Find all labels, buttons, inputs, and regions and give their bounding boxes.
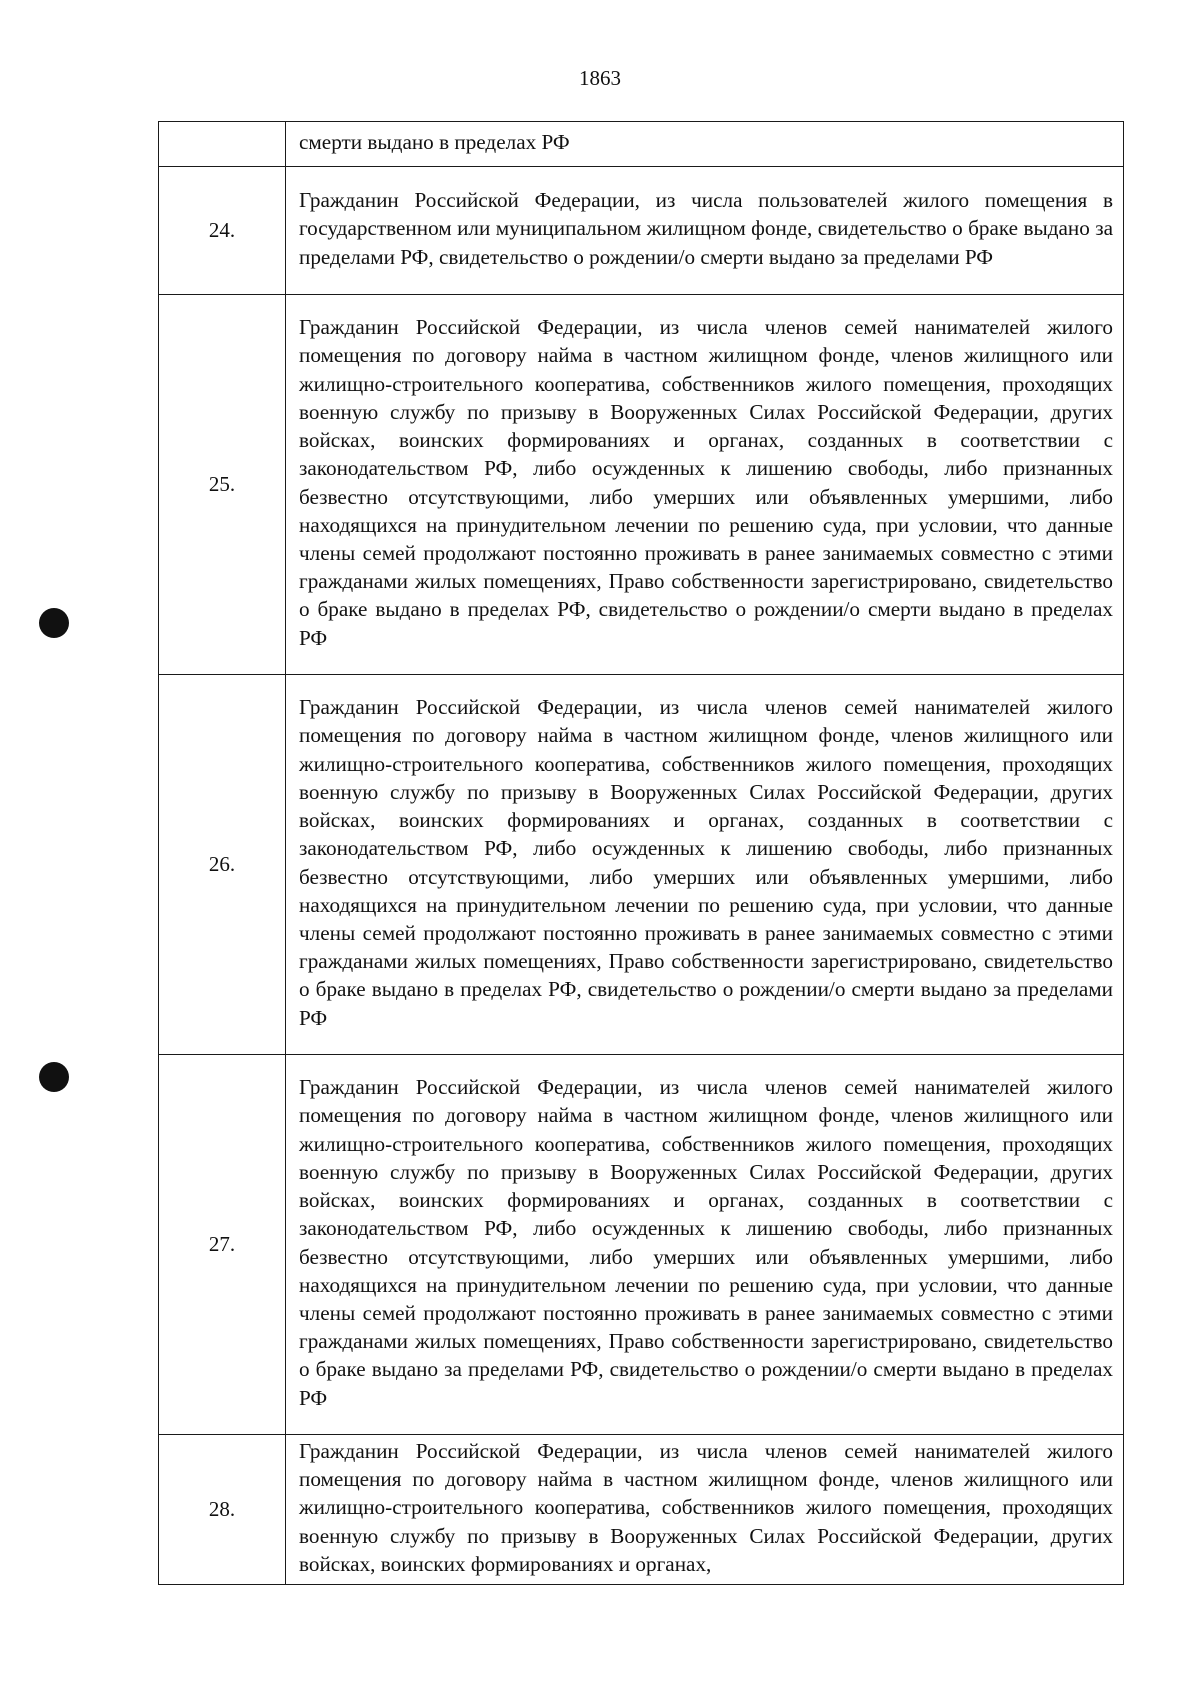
row-number xyxy=(159,122,286,167)
row-number: 24. xyxy=(159,167,286,295)
row-text: смерти выдано в пределах РФ xyxy=(286,122,1124,167)
punch-hole-marker xyxy=(39,608,69,638)
row-text: Гражданин Российской Федерации, из числа пользователей жилого помещения в государственном или муниципальном жилищном фонде, свидетельство о браке выдано за пределами РФ, свидетельство о рождении/о смерти выдано за пределами РФ xyxy=(286,167,1124,295)
row-text: Гражданин Российской Федерации, из числа членов семей нанимателей жилого помещения по договору найма в частном жилищном фонде, членов жилищного или жилищно-строительного кооператива, собственников жилого помещения, проходящих военную службу по призыву в Вооруженных Силах Российской Федерации, других войсках, воинских формированиях и органах, созданных в соответствии с законодательством РФ, либо осужденных к лишению свободы, либо признанных безвестно отсутствующими, либо умерших или объявленных умершими, либо находящихся на принудительном лечении по решению суда, при условии, что данные члены семей продолжают постоянно проживать в ранее занимаемых совместно с этими гражданами жилых помещениях, Право собственности зарегистрировано, свидетельство о браке выдано за пределами РФ, свидетельство о рождении/о смерти выдано в пределах РФ xyxy=(286,1055,1124,1435)
table-row xyxy=(159,295,1124,675)
row-number: 27. xyxy=(159,1055,286,1435)
table-row xyxy=(159,167,1124,295)
table-row xyxy=(159,122,1124,167)
row-number: 28. xyxy=(159,1435,286,1585)
row-text: Гражданин Российской Федерации, из числа членов семей нанимателей жилого помещения по договору найма в частном жилищном фонде, членов жилищного или жилищно-строительного кооператива, собственников жилого помещения, проходящих военную службу по призыву в Вооруженных Силах Российской Федерации, других войсках, воинских формированиях и органах, созданных в соответствии с законодательством РФ, либо осужденных к лишению свободы, либо признанных безвестно отсутствующими, либо умерших или объявленных умершими, либо находящихся на принудительном лечении по решению суда, при условии, что данные члены семей продолжают постоянно проживать в ранее занимаемых совместно с этими гражданами жилых помещениях, Право собственности зарегистрировано, свидетельство о браке выдано в пределах РФ, свидетельство о рождении/о смерти выдано за пределами РФ xyxy=(286,675,1124,1055)
table-row xyxy=(159,1055,1124,1435)
row-text: Гражданин Российской Федерации, из числа членов семей нанимателей жилого помещения по договору найма в частном жилищном фонде, членов жилищного или жилищно-строительного кооператива, собственников жилого помещения, проходящих военную службу по призыву в Вооруженных Силах Российской Федерации, других войсках, воинских формированиях и органах, xyxy=(286,1435,1124,1585)
row-number: 26. xyxy=(159,675,286,1055)
document-table xyxy=(158,121,1124,1585)
row-text: Гражданин Российской Федерации, из числа членов семей нанимателей жилого помещения по договору найма в частном жилищном фонде, членов жилищного или жилищно-строительного кооператива, собственников жилого помещения, проходящих военную службу по призыву в Вооруженных Силах Российской Федерации, других войсках, воинских формированиях и органах, созданных в соответствии с законодательством РФ, либо осужденных к лишению свободы, либо признанных безвестно отсутствующими, либо умерших или объявленных умершими, либо находящихся на принудительном лечении по решению суда, при условии, что данные члены семей продолжают постоянно проживать в ранее занимаемых совместно с этими гражданами жилых помещениях, Право собственности зарегистрировано, свидетельство о браке выдано в пределах РФ, свидетельство о рождении/о смерти выдано в пределах РФ xyxy=(286,295,1124,675)
row-number: 25. xyxy=(159,295,286,675)
punch-hole-marker xyxy=(39,1062,69,1092)
page-number: 1863 xyxy=(579,66,621,90)
table-row xyxy=(159,1435,1124,1585)
table-row xyxy=(159,675,1124,1055)
